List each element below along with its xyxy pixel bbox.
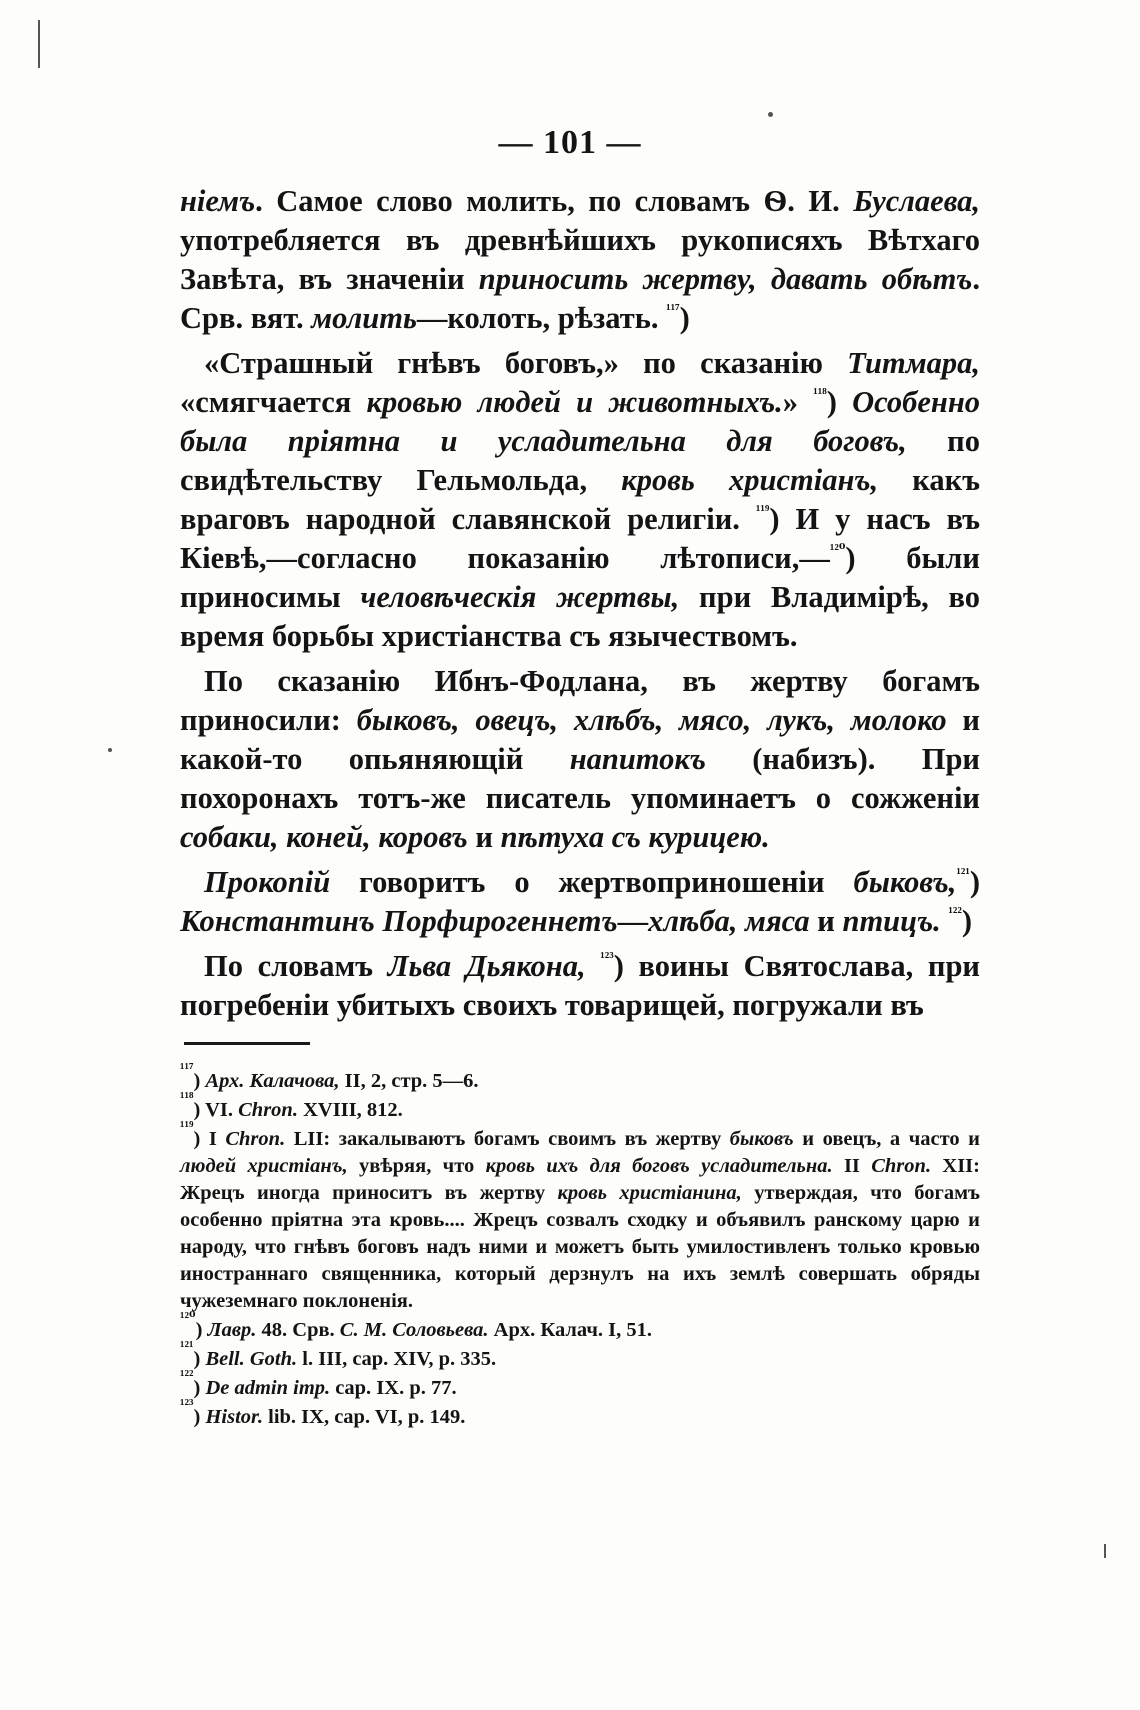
emphasis-text: Bell. Goth. <box>205 1348 298 1370</box>
emphasis-text: Буслаева, <box>853 184 980 218</box>
footnote-ref: ¹²³ <box>180 1397 194 1413</box>
text-run: употребляется въ древнѣйшихъ рукописяхъ Вѣтхаго Завѣта, въ значенiи <box>180 223 980 296</box>
text-run: ) были приносимы <box>180 541 980 614</box>
text-run: II, 2, стр. 5—6. <box>339 1070 479 1092</box>
text-run: «Страшный гнѣвъ боговъ,» по сказанiю <box>204 346 848 380</box>
text-run: По словамъ <box>204 949 388 983</box>
emphasis-text: С. М. Соловьева. <box>339 1319 489 1341</box>
emphasis-text: Лавр. <box>207 1319 257 1341</box>
text-run: и <box>809 904 843 938</box>
text-run: XVIII, 812. <box>297 1099 403 1121</box>
scan-dot <box>768 112 773 117</box>
footnote-divider <box>184 1042 310 1045</box>
emphasis-text: Константинъ Порфирогеннетъ <box>180 904 618 938</box>
main-text <box>180 182 980 1031</box>
footnote <box>180 1090 980 1124</box>
emphasis-text: пѣтуха съ курицею. <box>500 820 770 854</box>
text-run <box>586 949 601 983</box>
text-run: ) <box>961 904 973 938</box>
text-run: ) воины Святослава, при погребенiи убитыхъ своихъ товарищей, погружали въ <box>180 949 981 1022</box>
footnote-ref: ¹¹⁹ <box>755 503 770 519</box>
emphasis-text: кровь христiанина, <box>557 1182 742 1204</box>
footnote <box>180 1339 980 1373</box>
paragraph <box>180 182 980 338</box>
footnote-ref: ¹²⁰ <box>829 542 846 558</box>
footnote <box>180 1368 980 1402</box>
emphasis-text: птицъ. <box>842 904 941 938</box>
text-run: ) VI. <box>193 1099 239 1121</box>
footnote <box>180 1061 980 1095</box>
footnote-ref: ¹²¹ <box>180 1339 194 1355</box>
text-run: по свидѣтельству Гельмольда, <box>180 424 980 497</box>
scan-dot <box>108 748 112 752</box>
text-run: говоритъ о жертвоприношенiи <box>330 865 854 899</box>
text-run: . Самое слово молить, по словамъ Ѳ. И. <box>255 184 854 218</box>
paragraph <box>180 344 980 656</box>
text-run: ) I <box>193 1128 226 1150</box>
footnote <box>180 1310 980 1344</box>
footnotes <box>180 1061 980 1433</box>
text-run: 48. Срв. <box>256 1319 340 1341</box>
text-run: По сказанiю Ибнъ-Фодлана, въ жертву богамъ приносили: <box>180 664 980 737</box>
text-run: — <box>617 904 649 938</box>
text-run: l. III, cap. XIV, p. 335. <box>297 1348 497 1370</box>
footnote-ref: ¹¹⁸ <box>813 386 827 402</box>
text-run: какъ враговъ народной славянской религiи. <box>180 463 980 536</box>
footnote-ref: ¹¹⁹ <box>180 1119 194 1135</box>
text-run: увѣряя, что <box>347 1155 486 1177</box>
emphasis-text: быковъ, <box>853 865 957 899</box>
emphasis-text: хлѣба, мяса <box>648 904 810 938</box>
text-run: (набизъ). При похоронахъ тотъ-же писатель упоминаетъ о сожженiи <box>180 742 980 815</box>
emphasis-text: собаки, коней, коровъ <box>180 820 468 854</box>
footnote-ref: ¹²⁰ <box>180 1310 196 1326</box>
emphasis-text: Особенно была прiятна и усладительна для боговъ, <box>180 385 981 458</box>
text-run: и овецъ, а часто и <box>793 1128 980 1150</box>
paragraph <box>180 662 980 857</box>
text-run: LII: закалываютъ богамъ своимъ въ жертву <box>285 1128 730 1150</box>
emphasis-text: нiемъ <box>180 184 256 218</box>
emphasis-text: людей христiанъ, <box>180 1155 348 1177</box>
emphasis-text: молить <box>311 301 417 335</box>
text-run: » <box>782 385 814 419</box>
text-run: ) И у насъ въ Кiевѣ,—согласно показанiю лѣтописи,— <box>180 502 980 575</box>
text-run: —колоть, рѣзать. <box>416 301 667 335</box>
emphasis-text: напитокъ <box>569 742 706 776</box>
text-run: ) <box>193 1070 206 1092</box>
text-run: утверждая, что богамъ особенно прiятна эта кровь.... Жрецъ созвалъ сходку и объявилъ ранскому царю и народу, что гнѣвъ боговъ надъ ними и можетъ быть умилостивленъ только кровью иностраннаго священника, который дерзнулъ на ихъ землѣ совершать обряды чужеземнаго поклоненiя. <box>180 1182 980 1312</box>
emphasis-text: Арх. Калачова, <box>205 1070 340 1092</box>
emphasis-text: кровь ихъ для боговъ усладительна. <box>485 1155 833 1177</box>
emphasis-text: Chron. <box>238 1099 298 1121</box>
footnote-ref: ¹²² <box>948 905 962 921</box>
text-run: ) <box>826 385 853 419</box>
emphasis-text: кровью людей и животныхъ. <box>366 385 783 419</box>
text-run: ) <box>193 1348 206 1370</box>
emphasis-text: быковъ, овецъ, хлѣбъ, мясо, лукъ, молоко <box>356 703 947 737</box>
text-run: II <box>832 1155 872 1177</box>
emphasis-text: Histor. <box>205 1406 263 1428</box>
footnote <box>180 1397 980 1431</box>
footnote-ref: ¹²³ <box>600 950 614 966</box>
emphasis-text: Титмара, <box>847 346 980 380</box>
emphasis-text: Chron. <box>871 1155 932 1177</box>
text-run: Арх. Калач. I, 51. <box>488 1319 652 1341</box>
text-run: lib. IX, cap. VI, p. 149. <box>263 1406 466 1428</box>
footnote-ref: ¹¹⁷ <box>666 302 680 318</box>
text-run: ) <box>969 865 980 899</box>
text-run: ) <box>195 1319 208 1341</box>
text-run: «смягчается <box>180 385 367 419</box>
paragraph <box>180 863 980 941</box>
text-run: XII: Жрецъ иногда приноситъ въ жертву <box>180 1155 980 1204</box>
emphasis-text: Chron. <box>225 1128 286 1150</box>
footnote-ref: ¹¹⁷ <box>180 1061 194 1077</box>
emphasis-text: De admin imp. <box>205 1377 331 1399</box>
emphasis-text: Прокопiй <box>204 865 331 899</box>
scan-dot <box>1104 1544 1106 1558</box>
text-run: . Срв. вят. <box>180 262 980 335</box>
text-run: ) <box>679 301 690 335</box>
emphasis-text: кровь христiанъ, <box>621 463 879 497</box>
text-run: и какой-то опьяняющiй <box>180 703 981 776</box>
footnote-ref: ¹²² <box>180 1368 194 1384</box>
emphasis-text: приносить жертву, давать обѣтъ <box>478 262 973 296</box>
emphasis-text: быковъ <box>729 1128 794 1150</box>
text-run: ) <box>193 1406 206 1428</box>
text-run: и <box>467 820 501 854</box>
footnote <box>180 1119 980 1315</box>
emphasis-text: Льва Дьякона, <box>387 949 586 983</box>
footnote-ref: ¹²¹ <box>956 866 970 882</box>
text-run: cap. IX. p. 77. <box>330 1377 457 1399</box>
text-run: ) <box>193 1377 206 1399</box>
scan-edge-mark <box>38 20 40 68</box>
footnote-ref: ¹¹⁸ <box>180 1090 194 1106</box>
text-run: при Владимiрѣ, во время борьбы христiанства съ язычествомъ. <box>180 580 981 653</box>
paragraph <box>180 947 980 1025</box>
page-number: — 101 — <box>498 124 642 161</box>
emphasis-text: человѣческiя жертвы, <box>360 580 680 614</box>
